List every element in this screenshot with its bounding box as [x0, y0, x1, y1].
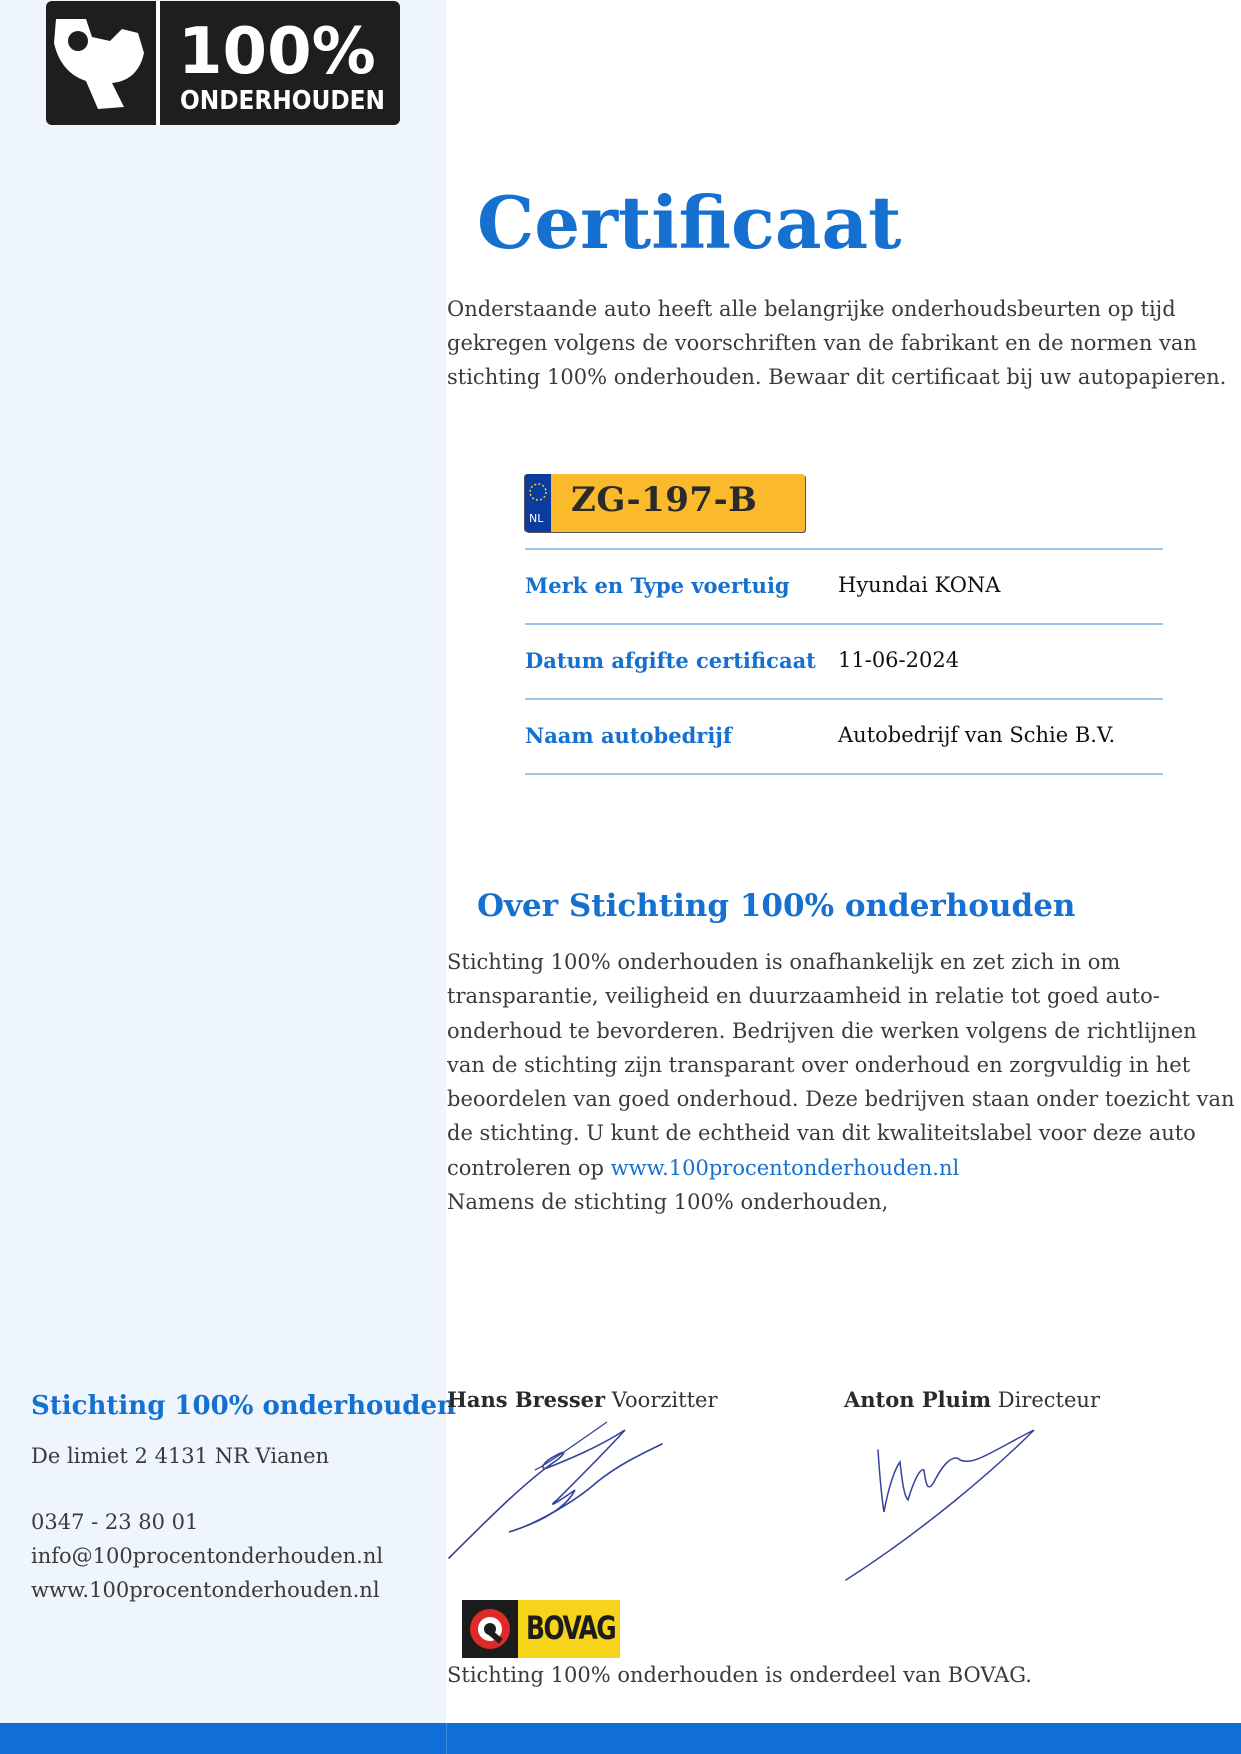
logo-line2: ONDERHOUDEN — [180, 86, 385, 116]
organization-phone: 0347 - 23 80 01 — [31, 1510, 199, 1534]
signature-hans-bresser — [447, 1420, 667, 1562]
about-heading: Over Stichting 100% onderhouden — [477, 888, 1076, 924]
license-plate — [525, 474, 805, 532]
organization-email[interactable]: info@100procentonderhouden.nl — [31, 1544, 384, 1568]
organization-address: De limiet 2 4131 NR Vianen — [31, 1444, 330, 1468]
organization-name: Stichting 100% onderhouden — [31, 1391, 456, 1421]
website-link[interactable]: www.100procentonderhouden.nl — [610, 1155, 960, 1180]
organization-website[interactable]: www.100procentonderhouden.nl — [31, 1578, 380, 1602]
bovag-logo-text: BOVAG — [526, 1609, 616, 1647]
bovag-caption: Stichting 100% onderhouden is onderdeel van BOVAG. — [447, 1663, 1032, 1687]
bovag-logo — [462, 1600, 620, 1658]
page-title: Certificaat — [477, 180, 902, 265]
details-row — [525, 550, 1163, 625]
signer-name: Anton Pluim — [844, 1387, 992, 1412]
signer-name: Hans Bresser — [447, 1387, 606, 1412]
about-body: Stichting 100% onderhouden is onafhankelijk en zet zich in om transparantie, veiligheid en duurzaamheid in relatie tot goed auto-onderhoud te bevorderen. Bedrijven die werken volgens de richtlijnen van de stichting zijn transparant over onderhoud en zorgvuldig in het beoordelen van goed onderhoud. Deze bedrijven staan onder toezicht van de stichting. U kunt de echtheid van dit kwaliteitslabel voor deze auto controleren op — [447, 950, 1235, 1180]
signer-role: Directeur — [997, 1388, 1100, 1412]
plate-country: NL — [529, 512, 544, 525]
details-value: Autobedrijf van Schie B.V. — [838, 723, 1116, 747]
signature-anton-pluim — [844, 1420, 1044, 1582]
about-closing: Namens de stichting 100% onderhouden, — [447, 1190, 889, 1215]
about-text — [447, 945, 1237, 1219]
bovag-emblem-icon — [462, 1600, 518, 1658]
footer-bar — [0, 1723, 1241, 1754]
footer-divider — [446, 1723, 447, 1754]
vehicle-details-table — [525, 548, 1163, 775]
intro-text: Onderstaande auto heeft alle belangrijke onderhoudsbeurten op tijd gekregen volgens de voorschriften van de fabrikant en de normen van stichting 100% onderhouden. Bewaar dit certificaat bij uw autopapieren. — [447, 297, 1227, 389]
details-label: Naam autobedrijf — [525, 723, 732, 748]
details-row — [525, 625, 1163, 700]
details-row — [525, 700, 1163, 775]
logo-100-procent-onderhouden — [46, 1, 400, 125]
signer-director — [844, 1387, 1100, 1412]
details-value: 11-06-2024 — [838, 648, 960, 672]
sidebar — [0, 0, 446, 1754]
details-value: Hyundai KONA — [838, 573, 1001, 597]
signer-role: Voorzitter — [611, 1388, 718, 1412]
logo-line1: 100% — [178, 15, 376, 89]
details-label: Merk en Type voertuig — [525, 573, 790, 598]
signer-chairman — [447, 1387, 717, 1412]
plate-number: ZG-197-B — [571, 480, 758, 520]
details-label: Datum afgifte certificaat — [525, 648, 816, 673]
